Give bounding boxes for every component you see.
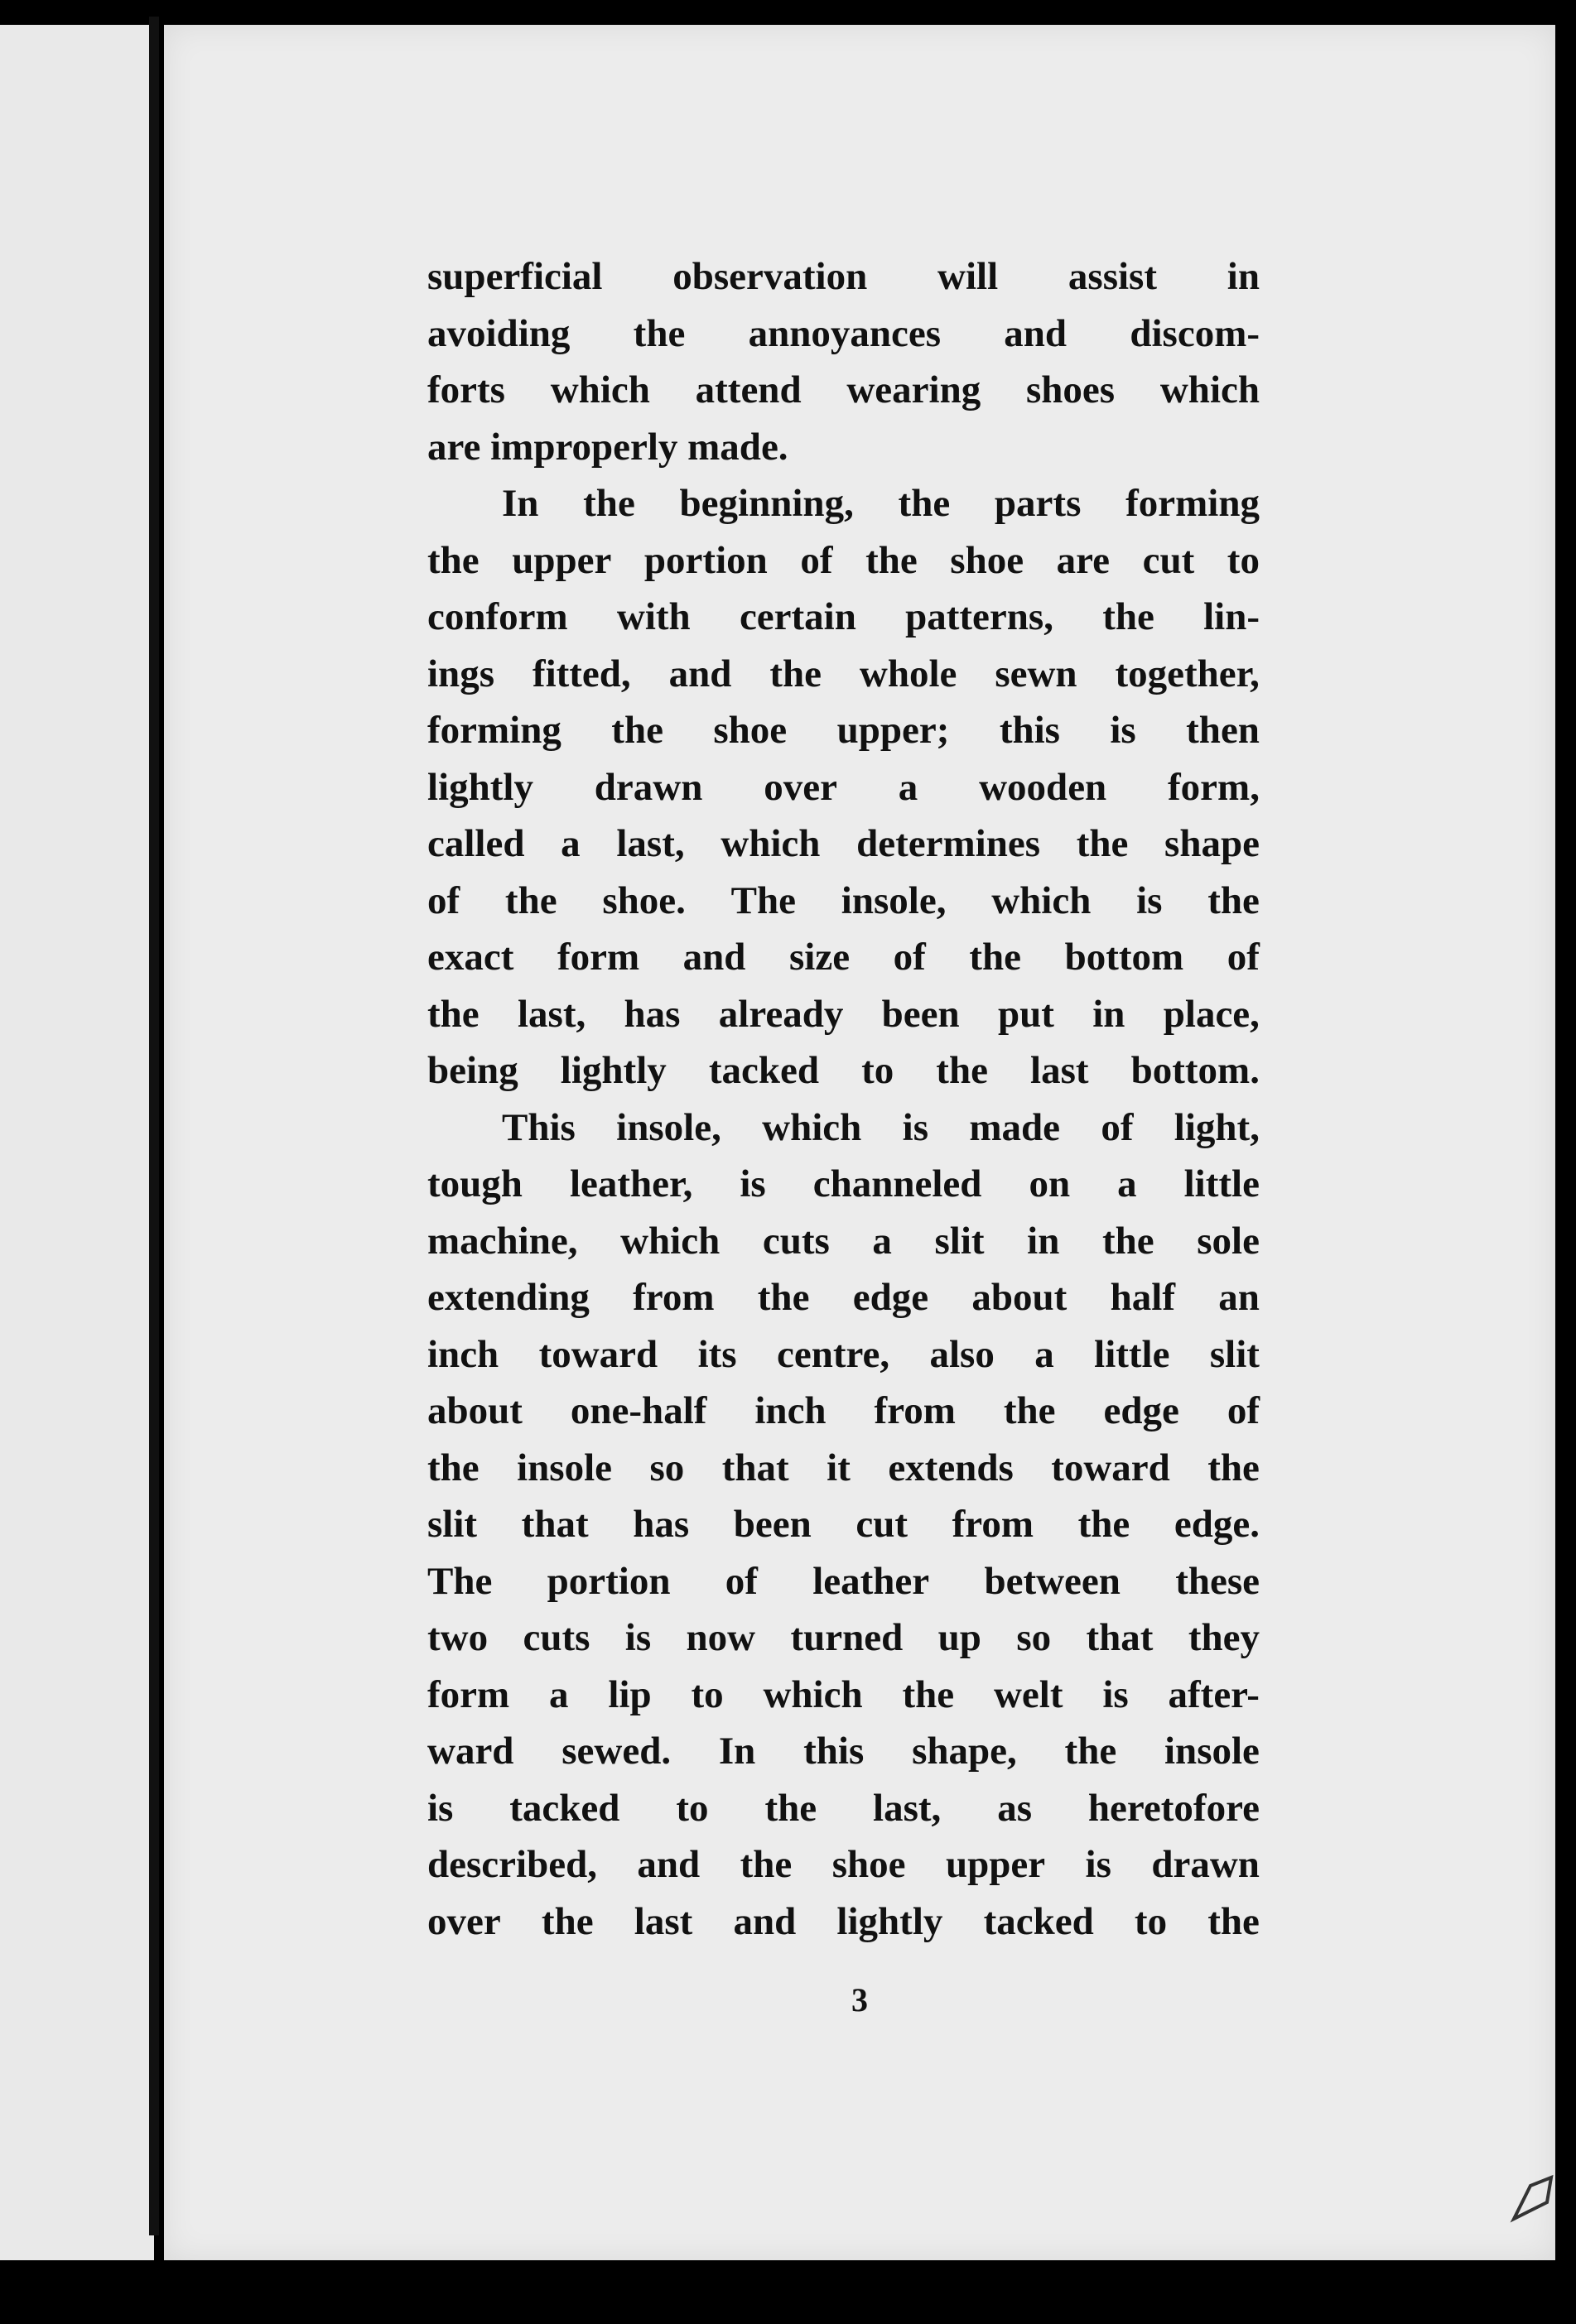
word: two bbox=[427, 1616, 489, 1659]
word: and bbox=[668, 652, 732, 695]
word: an bbox=[1218, 1276, 1260, 1319]
word: machine, bbox=[427, 1219, 578, 1263]
word: extends bbox=[888, 1446, 1014, 1489]
word: a bbox=[1034, 1332, 1054, 1376]
word: from bbox=[952, 1503, 1034, 1546]
word: The bbox=[427, 1559, 493, 1603]
word: shoe bbox=[831, 1843, 906, 1886]
text-line bbox=[427, 589, 1260, 646]
text-line bbox=[427, 929, 1260, 986]
word: the bbox=[427, 538, 480, 582]
word: portion bbox=[547, 1559, 671, 1603]
word: shoe bbox=[950, 538, 1024, 582]
word: shoes bbox=[1026, 368, 1116, 411]
word: light, bbox=[1174, 1105, 1260, 1149]
word: leather bbox=[812, 1559, 930, 1603]
word: to bbox=[676, 1786, 709, 1830]
word: which bbox=[721, 822, 821, 865]
word: last bbox=[1030, 1049, 1089, 1092]
word: lightly bbox=[427, 765, 533, 809]
word: last, bbox=[517, 992, 586, 1036]
word: of bbox=[1227, 1389, 1260, 1432]
word: sewed. bbox=[561, 1730, 672, 1773]
word: conform bbox=[427, 595, 568, 638]
word: to bbox=[691, 1672, 724, 1716]
word: has bbox=[624, 992, 681, 1036]
word: the bbox=[902, 1672, 955, 1716]
text-line bbox=[427, 532, 1260, 589]
word: cut bbox=[1142, 538, 1195, 582]
word: welt bbox=[993, 1672, 1063, 1716]
word: slit bbox=[934, 1219, 985, 1263]
word: ward bbox=[427, 1730, 514, 1773]
word: of bbox=[800, 538, 833, 582]
word: beginning, bbox=[679, 482, 854, 525]
word: observation bbox=[672, 255, 868, 298]
text-line bbox=[427, 1383, 1260, 1440]
word: is bbox=[427, 1786, 454, 1830]
word: wooden bbox=[979, 765, 1107, 809]
word: annoyances bbox=[748, 311, 942, 355]
text-line bbox=[427, 475, 1260, 532]
word: cuts bbox=[762, 1219, 830, 1263]
word: the bbox=[427, 1446, 480, 1489]
word: the bbox=[1064, 1730, 1117, 1773]
word: the bbox=[504, 878, 557, 922]
word: over bbox=[427, 1899, 501, 1943]
word: is bbox=[1110, 709, 1136, 752]
word: a bbox=[898, 765, 918, 809]
text-line bbox=[427, 306, 1260, 363]
text-line bbox=[427, 1893, 1260, 1951]
word: discom- bbox=[1130, 311, 1260, 355]
word: the bbox=[1003, 1389, 1056, 1432]
word: and bbox=[1004, 311, 1068, 355]
facing-page-edge bbox=[0, 25, 154, 2260]
word: upper bbox=[945, 1843, 1046, 1886]
word: patterns, bbox=[905, 595, 1053, 638]
word: after- bbox=[1168, 1672, 1260, 1716]
word: that bbox=[1086, 1616, 1154, 1659]
body-text bbox=[427, 248, 1260, 1950]
word: the bbox=[583, 482, 635, 525]
word: little bbox=[1183, 1162, 1260, 1205]
page-corner-mark bbox=[1506, 2169, 1555, 2227]
word: made bbox=[969, 1105, 1060, 1149]
word: the bbox=[1076, 822, 1129, 865]
word: a bbox=[872, 1219, 892, 1263]
word: then bbox=[1186, 709, 1260, 752]
word: already bbox=[718, 992, 844, 1036]
word: of bbox=[893, 936, 926, 979]
word: form bbox=[557, 936, 640, 979]
word: inch bbox=[754, 1389, 827, 1432]
word: in bbox=[1227, 255, 1260, 298]
text-line bbox=[427, 759, 1260, 816]
text-line bbox=[427, 1496, 1260, 1553]
word: parts bbox=[994, 482, 1082, 525]
word: also bbox=[929, 1332, 995, 1376]
word: and bbox=[637, 1843, 701, 1886]
word: the bbox=[936, 1049, 988, 1092]
word: last, bbox=[616, 822, 685, 865]
word: inch bbox=[427, 1332, 499, 1376]
word: wearing bbox=[846, 368, 981, 411]
word: with bbox=[616, 595, 691, 638]
word: the bbox=[969, 936, 1022, 979]
text-line bbox=[427, 1326, 1260, 1383]
word: certain bbox=[739, 595, 856, 638]
word: the bbox=[769, 652, 822, 695]
word: and bbox=[733, 1899, 797, 1943]
word: the bbox=[898, 482, 951, 525]
word: the bbox=[1207, 1446, 1260, 1489]
word: bottom bbox=[1064, 936, 1184, 979]
text-line bbox=[427, 248, 1260, 306]
word: from bbox=[633, 1276, 715, 1319]
word: tough bbox=[427, 1162, 523, 1205]
text-line bbox=[427, 1440, 1260, 1497]
word: which bbox=[620, 1219, 721, 1263]
word: edge bbox=[852, 1276, 929, 1319]
word: extending bbox=[427, 1276, 590, 1319]
word: from bbox=[874, 1389, 956, 1432]
text-line bbox=[427, 1213, 1260, 1270]
word: a bbox=[549, 1672, 569, 1716]
word: shape bbox=[1164, 822, 1260, 865]
word: insole bbox=[517, 1446, 613, 1489]
word: the bbox=[611, 709, 663, 752]
word: little bbox=[1094, 1332, 1170, 1376]
text-line bbox=[427, 1723, 1260, 1780]
word: will bbox=[937, 255, 999, 298]
word: called bbox=[427, 822, 525, 865]
page-number: 3 bbox=[851, 1981, 868, 2018]
word: place, bbox=[1163, 992, 1260, 1036]
word: fitted, bbox=[532, 652, 631, 695]
word: tacked bbox=[509, 1786, 620, 1830]
text-line bbox=[427, 362, 1260, 419]
text-line bbox=[427, 646, 1260, 703]
word: edge. bbox=[1174, 1503, 1260, 1546]
word: half bbox=[1110, 1276, 1175, 1319]
word: is bbox=[740, 1162, 766, 1205]
word: which bbox=[763, 1672, 863, 1716]
word: has bbox=[633, 1503, 690, 1546]
word: on bbox=[1029, 1162, 1071, 1205]
word: a bbox=[561, 822, 581, 865]
word: of bbox=[1101, 1105, 1134, 1149]
word: this bbox=[803, 1730, 865, 1773]
word: sewn bbox=[995, 652, 1077, 695]
word: This bbox=[502, 1105, 576, 1149]
book-spine bbox=[149, 17, 159, 2235]
word: portion bbox=[643, 538, 768, 582]
word: toward bbox=[538, 1332, 658, 1376]
word: been bbox=[881, 992, 960, 1036]
word: avoiding bbox=[427, 311, 571, 355]
word: the bbox=[1077, 1503, 1130, 1546]
text-line bbox=[427, 1042, 1260, 1099]
text-line: are improperly made. bbox=[427, 425, 788, 469]
word: ings bbox=[427, 652, 494, 695]
word: shoe bbox=[713, 709, 788, 752]
word: forming bbox=[1125, 482, 1260, 525]
book-page bbox=[164, 25, 1555, 2260]
word: about bbox=[971, 1276, 1068, 1319]
word: drawn bbox=[594, 765, 703, 809]
word: last, bbox=[873, 1786, 942, 1830]
word: one-half bbox=[570, 1389, 707, 1432]
text-line bbox=[427, 1269, 1260, 1326]
word: over bbox=[764, 765, 837, 809]
word: bottom. bbox=[1130, 1049, 1260, 1092]
word: are bbox=[1056, 538, 1111, 582]
word: In bbox=[718, 1730, 756, 1773]
word: these bbox=[1175, 1559, 1260, 1603]
word: the bbox=[865, 538, 918, 582]
word: is bbox=[1136, 878, 1163, 922]
text-line bbox=[427, 1780, 1260, 1837]
word: sole bbox=[1197, 1219, 1260, 1263]
text-line bbox=[427, 1609, 1260, 1667]
word: so bbox=[1016, 1616, 1052, 1659]
word: up bbox=[937, 1616, 981, 1659]
word: slit bbox=[427, 1503, 478, 1546]
word: attend bbox=[695, 368, 802, 411]
word: leather, bbox=[569, 1162, 693, 1205]
word: the bbox=[740, 1843, 793, 1886]
word: which bbox=[1159, 368, 1260, 411]
word: is bbox=[1102, 1672, 1129, 1716]
word: forming bbox=[427, 709, 561, 752]
word: whole bbox=[859, 652, 957, 695]
word: drawn bbox=[1151, 1843, 1260, 1886]
text-line bbox=[427, 1836, 1260, 1893]
word: exact bbox=[427, 936, 514, 979]
word: upper; bbox=[836, 709, 950, 752]
text-line bbox=[427, 1667, 1260, 1724]
word: a bbox=[1117, 1162, 1137, 1205]
word: lightly bbox=[836, 1899, 943, 1943]
text-line bbox=[427, 702, 1260, 759]
word: put bbox=[997, 992, 1054, 1036]
text-line bbox=[427, 816, 1260, 873]
word: the bbox=[541, 1899, 594, 1943]
word: the bbox=[1101, 1219, 1154, 1263]
word: The bbox=[730, 878, 797, 922]
word: about bbox=[427, 1389, 523, 1432]
word: upper bbox=[512, 538, 612, 582]
text-line bbox=[427, 986, 1260, 1043]
word: lin- bbox=[1203, 595, 1260, 638]
text-line bbox=[427, 1553, 1260, 1610]
word: the bbox=[427, 992, 480, 1036]
word: tacked bbox=[983, 1899, 1094, 1943]
word: edge bbox=[1103, 1389, 1179, 1432]
word: toward bbox=[1051, 1446, 1170, 1489]
word: the bbox=[1207, 878, 1260, 922]
word: In bbox=[502, 482, 539, 525]
word: that bbox=[721, 1446, 789, 1489]
word: of bbox=[725, 1559, 758, 1603]
word: shoe. bbox=[602, 878, 686, 922]
word: heretofore bbox=[1087, 1786, 1260, 1830]
word: is bbox=[1085, 1843, 1111, 1886]
text-line bbox=[427, 1156, 1260, 1213]
word: assist bbox=[1068, 255, 1157, 298]
word: the bbox=[1207, 1899, 1260, 1943]
word: tacked bbox=[708, 1049, 819, 1092]
word: the bbox=[633, 311, 686, 355]
text-line bbox=[427, 873, 1260, 930]
word: is bbox=[624, 1616, 652, 1659]
word: insole bbox=[1164, 1730, 1260, 1773]
word: the bbox=[1102, 595, 1154, 638]
word: is bbox=[902, 1105, 928, 1149]
word: turned bbox=[790, 1616, 904, 1659]
word: size bbox=[789, 936, 851, 979]
word: in bbox=[1027, 1219, 1060, 1263]
word: as bbox=[997, 1786, 1032, 1830]
word: between bbox=[984, 1559, 1121, 1603]
word: to bbox=[861, 1049, 894, 1092]
word: to bbox=[1227, 538, 1260, 582]
word: of bbox=[427, 878, 460, 922]
word: that bbox=[521, 1503, 589, 1546]
word: and bbox=[682, 936, 746, 979]
word: so bbox=[649, 1446, 685, 1489]
word: centre, bbox=[776, 1332, 890, 1376]
word: form bbox=[427, 1672, 510, 1716]
word: insole, bbox=[616, 1105, 721, 1149]
word: which bbox=[762, 1105, 862, 1149]
word: which bbox=[991, 878, 1092, 922]
word: to bbox=[1134, 1899, 1168, 1943]
word: superficial bbox=[427, 255, 603, 298]
word: of bbox=[1227, 936, 1260, 979]
word: lightly bbox=[560, 1049, 667, 1092]
word: slit bbox=[1209, 1332, 1260, 1376]
word: in bbox=[1092, 992, 1125, 1036]
word: cuts bbox=[523, 1616, 590, 1659]
word: they bbox=[1188, 1616, 1260, 1659]
word: now bbox=[686, 1616, 756, 1659]
word: channeled bbox=[812, 1162, 982, 1205]
word: it bbox=[827, 1446, 851, 1489]
word: insole, bbox=[841, 878, 947, 922]
word: lip bbox=[608, 1672, 652, 1716]
word: shape, bbox=[912, 1730, 1017, 1773]
word: which bbox=[550, 368, 650, 411]
word: this bbox=[999, 709, 1060, 752]
word: described, bbox=[427, 1843, 597, 1886]
word: the bbox=[764, 1786, 817, 1830]
word: last bbox=[634, 1899, 693, 1943]
word: together, bbox=[1115, 652, 1260, 695]
text-line bbox=[427, 1099, 1260, 1157]
word: its bbox=[697, 1332, 737, 1376]
word: form, bbox=[1168, 765, 1260, 809]
word: determines bbox=[856, 822, 1040, 865]
word: been bbox=[733, 1503, 812, 1546]
word: being bbox=[427, 1049, 518, 1092]
word: cut bbox=[855, 1503, 908, 1546]
word: forts bbox=[427, 368, 505, 411]
word: the bbox=[757, 1276, 810, 1319]
